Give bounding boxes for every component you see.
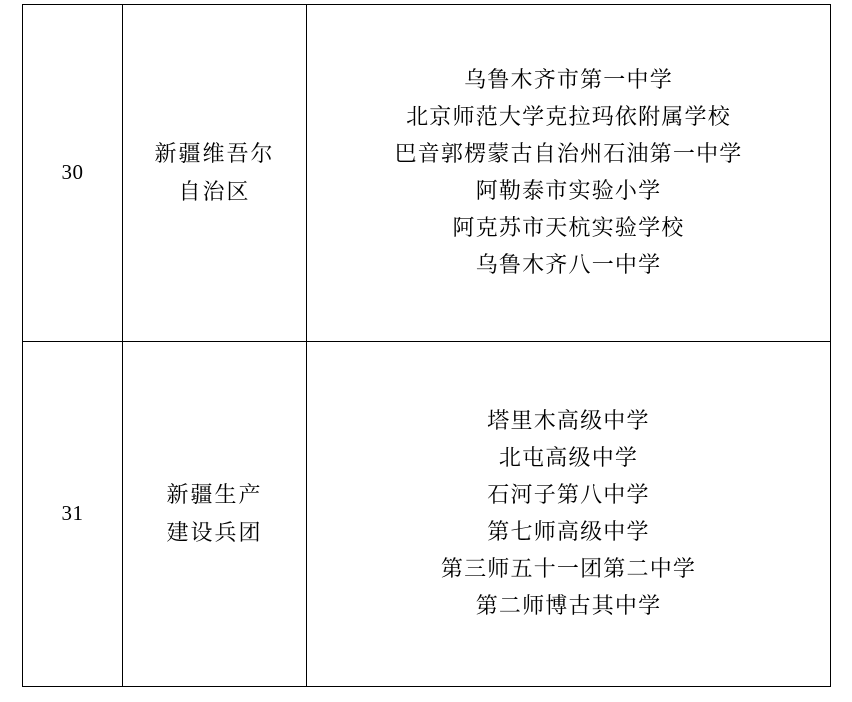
school-name: 阿勒泰市实验小学 bbox=[475, 178, 662, 203]
school-name: 塔里木高级中学 bbox=[487, 408, 650, 434]
region-line: 建设兵团 bbox=[166, 520, 263, 545]
region-line: 新疆生产 bbox=[166, 481, 263, 507]
school-name: 北屯高级中学 bbox=[498, 445, 639, 471]
school-name: 第三师五十一团第二中学 bbox=[440, 555, 697, 581]
school-name: 第七师高级中学 bbox=[487, 519, 650, 544]
school-name: 乌鲁木齐市第一中学 bbox=[464, 67, 673, 93]
table-row bbox=[23, 5, 831, 342]
row-index-cell: 31 bbox=[23, 342, 123, 687]
table-row bbox=[23, 342, 831, 687]
school-list-table bbox=[22, 4, 831, 687]
region-line: 新疆维吾尔 bbox=[154, 140, 275, 166]
school-name: 北京师范大学克拉玛依附属学校 bbox=[406, 104, 731, 130]
row-region-cell bbox=[123, 342, 307, 687]
row-schools-cell bbox=[307, 5, 831, 342]
school-name: 阿克苏市天杭实验学校 bbox=[452, 214, 685, 240]
school-name: 乌鲁木齐八一中学 bbox=[475, 251, 662, 277]
row-region-cell bbox=[123, 5, 307, 342]
region-line: 自治区 bbox=[178, 179, 251, 204]
school-name: 第二师博古其中学 bbox=[475, 592, 662, 618]
document-page bbox=[0, 4, 852, 702]
row-schools-cell bbox=[307, 342, 831, 687]
school-name: 石河子第八中学 bbox=[487, 482, 650, 508]
row-index-cell: 30 bbox=[23, 5, 123, 342]
school-name: 巴音郭楞蒙古自治州石油第一中学 bbox=[394, 141, 743, 167]
